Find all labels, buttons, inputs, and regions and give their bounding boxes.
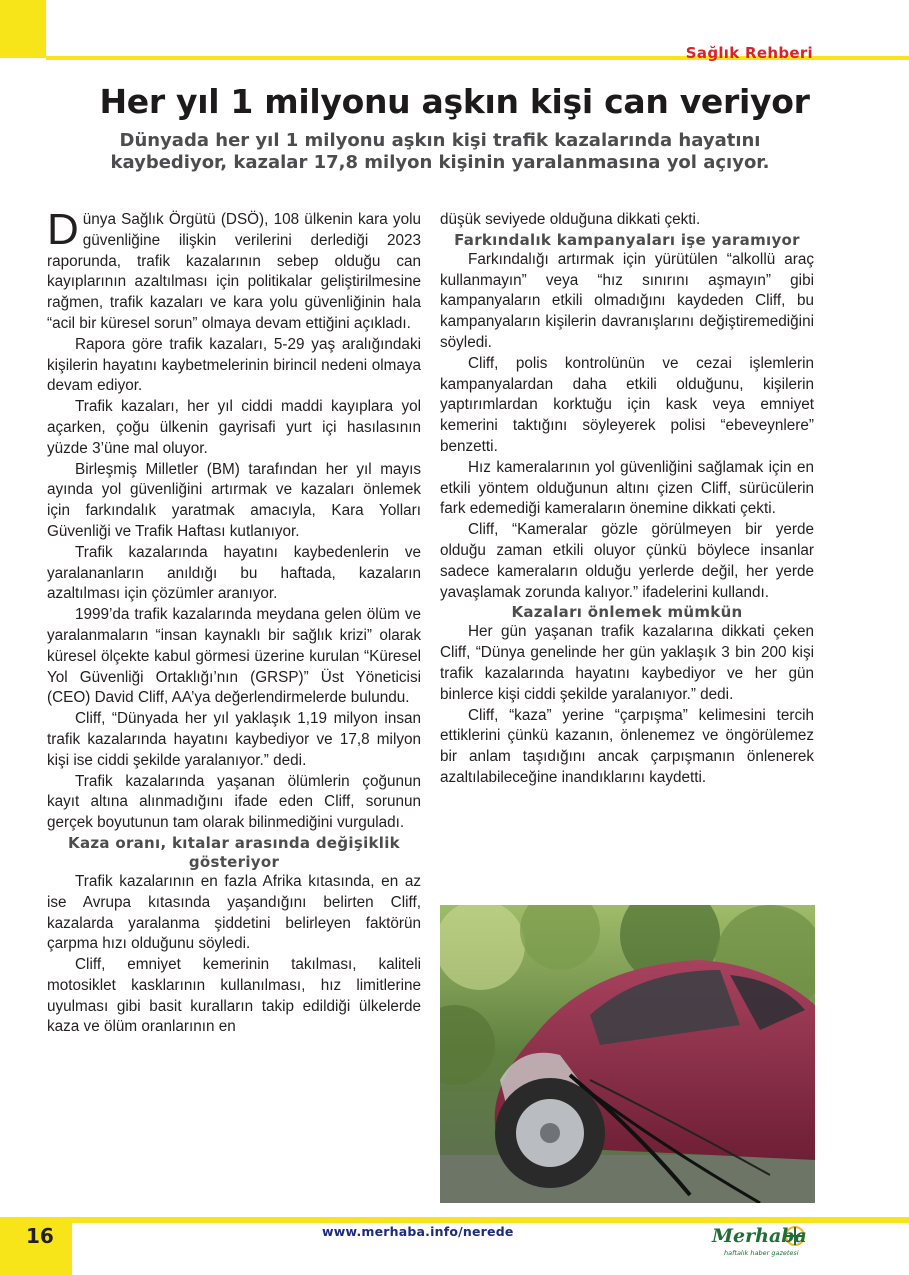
article-paragraph: Trafik kazaları, her yıl ciddi maddi kayıplara yol açarken, çoğu ülkenin gayrisafi yurt içi hasılasının yüzde 3’üne mal oluyor. (47, 398, 421, 457)
article-column-left (47, 205, 421, 1038)
subheading: Kazaları önlemek mümkün (511, 603, 743, 622)
article-paragraph: Birleşmiş Milletler (BM) tarafından her yıl mayıs ayında yol güvenliğini artırmak ve kazaları önlemek için farkındalık yaratmak amacıyla, Kara Yolları Güvenliği ve Trafik Haftası kutlanıyor. (47, 460, 421, 540)
article-paragraph: düşük seviyede olduğuna dikkati çekti. (440, 211, 701, 228)
footer-url-link[interactable]: www.merhaba.info/nerede (322, 1224, 514, 1239)
article-paragraph (47, 205, 421, 335)
brand-tagline: haftalık haber gazetesi (724, 1249, 799, 1257)
article-paragraph: Trafik kazalarının en fazla Afrika kıtasında, en az ise Avrupa kıtasında yaşandığını belirten Cliff, kazalarda yaralanma şiddetini belirleyen faktörün çarpma hızı olduğunu söyledi. (47, 872, 421, 953)
article-deck: Dünyada her yıl 1 milyonu aşkın kişi trafik kazalarında hayatını kaybediyor, kazalar 17,8 milyon kişinin yaralanmasına yol açıyor. (110, 130, 770, 173)
article-paragraph: Hız kameralarının yol güvenliğini sağlamak için en etkili yöntem olduğunun altını çizen Cliff, sürücülerin fark edemediği kameraların önemine dikkati çekti. (440, 458, 814, 518)
article-paragraph: Rapora göre trafik kazaları, 5-29 yaş aralığındaki kişilerin hayatını kaybetmelerinin birincil nedeni olmaya devam ediyor. (47, 335, 421, 395)
article-paragraph: Cliff, emniyet kemerinin takılması, kaliteli motosiklet kasklarının kullanılması, hız limitlerine uyulması gibi basit kuralların takip edildiği ülkelerde kaza ve ölüm oranlarının en (47, 956, 421, 1036)
article-paragraph: Her gün yaşanan trafik kazalarına dikkati çeken Cliff, “Dünya genelinde her gün yaklaşık 3 bin 200 kişi trafik kazalarında hayatını kaybediyor ve her gün binlerce kişi ciddi şekilde yaralanıyor.” dedi. (440, 623, 814, 703)
article-paragraph: Trafik kazalarında yaşanan ölümlerin çoğunun kayıt altına alınmadığını ifade eden Cliff, sorunun gerçek boyutunun tam olarak bilinmediğini vurguladı. (47, 772, 421, 832)
article-title: Her yıl 1 milyonu aşkın kişi can veriyor (99, 82, 810, 121)
brand-name: Merhaba (712, 1225, 807, 1247)
page-number: 16 (26, 1224, 54, 1248)
article-column-right (440, 210, 814, 789)
crashed-car-photo (440, 905, 815, 1203)
article-paragraph: Cliff, polis kontrolünün ve cezai işlemlerin kampanyalardan daha etkili olduğunu, kişilerin yaptırımlardan korktuğu için kask veya emniyet kemerini taktığını söyleyerek polisi “ebeveynlere” benzetti. (440, 354, 814, 455)
article-paragraph: Cliff, “Kameralar gözle görülmeyen bir yerde olduğu zaman etkili oluyor çünkü böylece insanlar sadece kameraların olduğu yerlerde değil, her yerde yavaşlamak zorunda kalıyor.” ifadelerini kullandı. (440, 521, 814, 601)
article-paragraph: Cliff, “Dünyada her yıl yaklaşık 1,19 milyon insan trafik kazalarında hayatını kaybediyor ve 17,8 milyon kişi ise ciddi şekilde yaralanıyor.” dedi. (47, 710, 421, 769)
subheading: Kaza oranı, kıtalar arasında değişiklik gösteriyor (68, 833, 400, 871)
section-label: Sağlık Rehberi (685, 44, 813, 62)
paragraph-text: ünya Sağlık Örgütü (DSÖ), 108 ülkenin kara yolu güvenliğine ilişkin verilerini derlediği 2023 raporunda, trafik kazalarının sebep olduğu can kayıplarının azaltılması için politikalar geliştirilmesine rağmen, trafik kazaları ve kara yolu güvenliğinin hala “acil bir küresel sorun” olmaya devam ettiğini açıkladı. (47, 211, 421, 332)
drop-cap: D (47, 205, 79, 254)
subheading: Farkındalık kampanyaları işe yaramıyor (454, 230, 800, 249)
top-left-color-block (0, 0, 46, 58)
article-paragraph: Farkındalığı artırmak için yürütülen “alkollü araç kullanmayın” veya “hız sınırını aşmayın” gibi kampanyaların etkili olmadığını kaydeden Cliff, bu kampanyaların kişilerin davranışlarını değiştiremediğini söyledi. (440, 250, 814, 351)
crashed-car-illustration (440, 905, 815, 1203)
article-paragraph: 1999’da trafik kazalarında meydana gelen ölüm ve yaralanmaların “insan kaynaklı bir sağlık krizi” olarak küresel ölçekte kabul görmesi üzerine kurulan “Küresel Yol Güvenliği Ortaklığı’nın (GRSP)” Üst Yöneticisi (CEO) David Cliff, AA’ya değerlendirmelerde bulundu. (47, 606, 421, 707)
article-paragraph: Cliff, “kaza” yerine “çarpışma” kelimesini tercih ettiklerini çünkü kazanın, önlenemez ve öngörülemez bir anlam taşıdığını ancak çarpışmanın önlenerek azaltılabileceğine inandıklarını kaydetti. (440, 706, 814, 786)
article-paragraph: Trafik kazalarında hayatını kaybedenlerin ve yaralananların anıldığı bu haftada, kazaların azaltılması için çözümler aranıyor. (47, 543, 421, 603)
